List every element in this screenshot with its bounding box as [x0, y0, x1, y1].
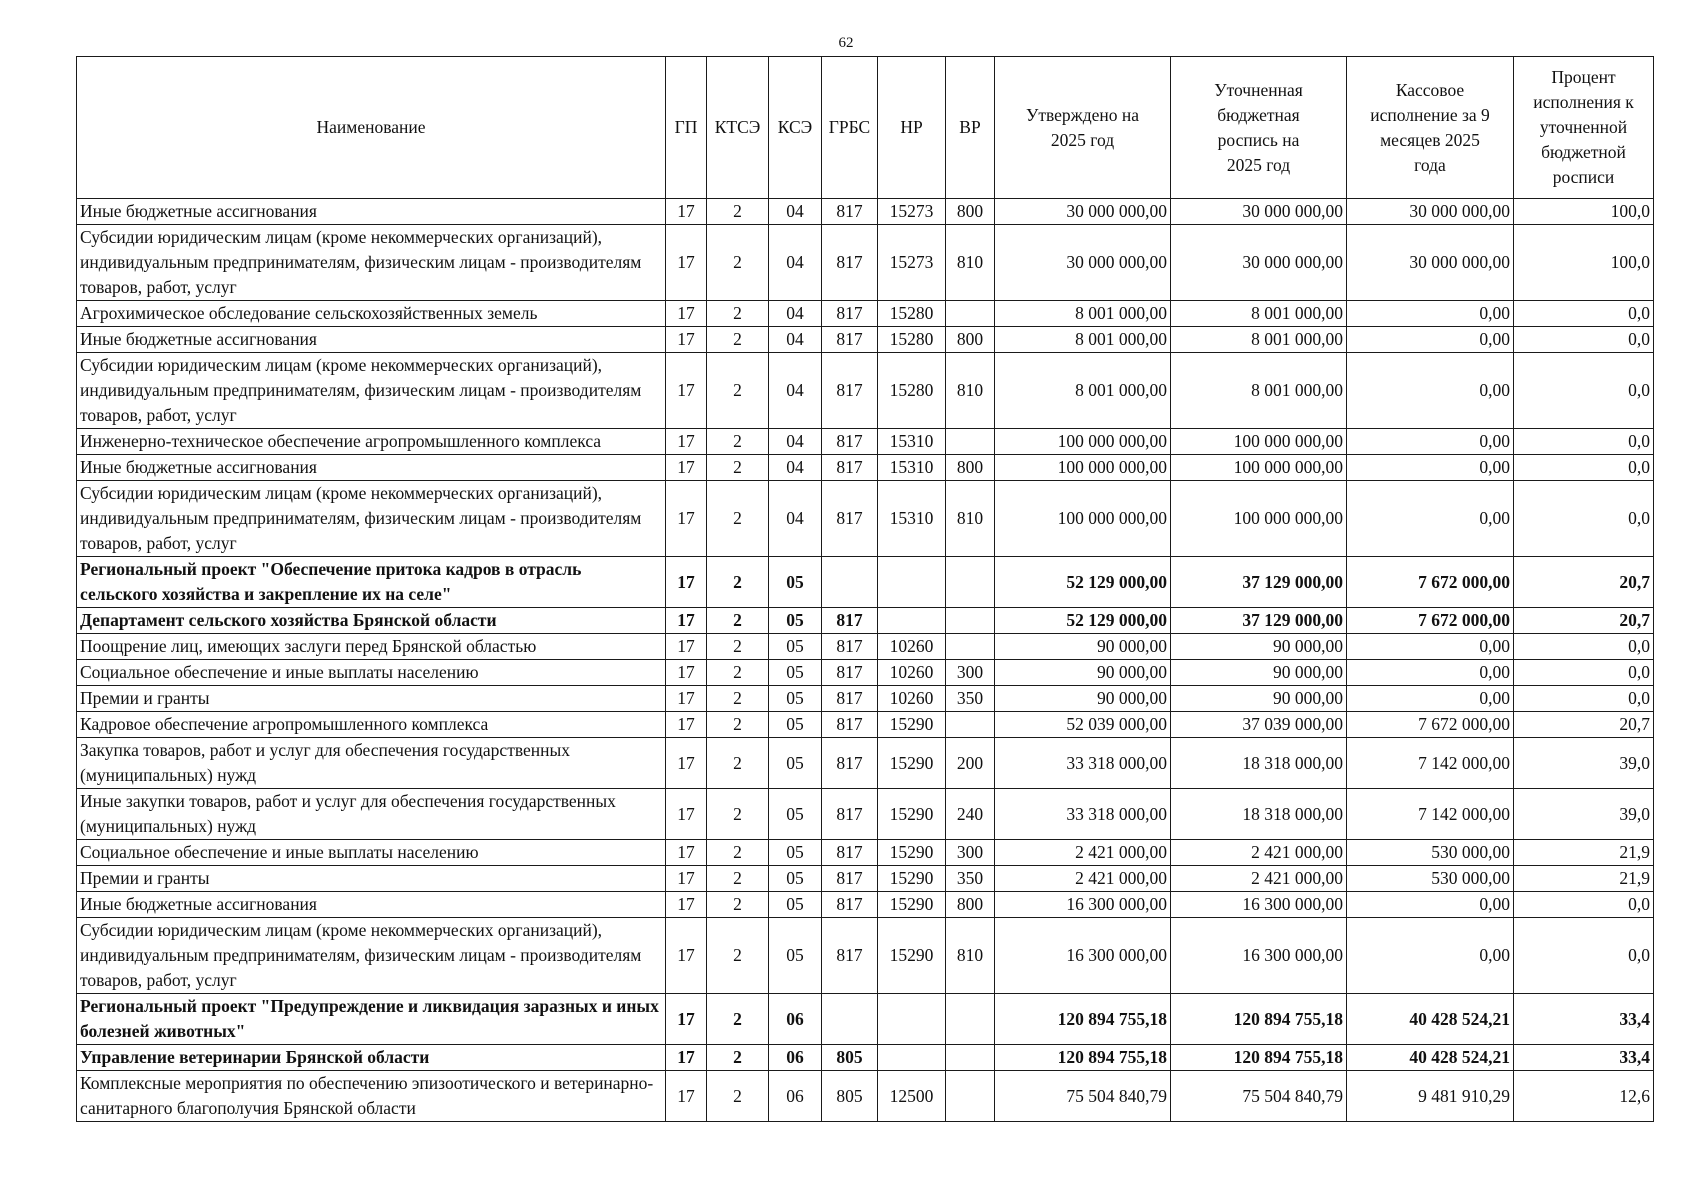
table-row [77, 866, 1654, 892]
cell-executed: 0,00 [1347, 455, 1514, 481]
cell-executed: 0,00 [1347, 892, 1514, 918]
cell-name: Управление ветеринарии Брянской области [77, 1045, 666, 1071]
cell-vr: 240 [946, 789, 995, 840]
table-row [77, 301, 1654, 327]
table-row [77, 892, 1654, 918]
cell-refined: 2 421 000,00 [1171, 840, 1347, 866]
cell-percent: 0,0 [1514, 353, 1654, 429]
cell-vr: 300 [946, 660, 995, 686]
cell-name: Субсидии юридическим лицам (кроме некоммерческих организаций), индивидуальным предпринимателям, физическим лицам - производителям товаров, работ, услуг [77, 918, 666, 994]
table-row [77, 686, 1654, 712]
cell-approved: 100 000 000,00 [995, 429, 1171, 455]
cell-vr [946, 557, 995, 608]
cell-executed: 40 428 524,21 [1347, 994, 1514, 1045]
cell-kse: 04 [769, 327, 822, 353]
cell-approved: 30 000 000,00 [995, 199, 1171, 225]
cell-gp: 17 [666, 455, 707, 481]
cell-ktse: 2 [707, 199, 769, 225]
cell-kse: 05 [769, 840, 822, 866]
cell-grbs: 817 [822, 199, 878, 225]
cell-percent: 0,0 [1514, 455, 1654, 481]
cell-refined: 16 300 000,00 [1171, 918, 1347, 994]
cell-gp: 17 [666, 481, 707, 557]
cell-ktse: 2 [707, 1045, 769, 1071]
cell-gp: 17 [666, 327, 707, 353]
cell-percent: 0,0 [1514, 327, 1654, 353]
cell-refined: 120 894 755,18 [1171, 994, 1347, 1045]
cell-vr: 810 [946, 353, 995, 429]
cell-nr [878, 994, 946, 1045]
cell-executed: 0,00 [1347, 301, 1514, 327]
cell-name: Поощрение лиц, имеющих заслуги перед Брянской областью [77, 634, 666, 660]
cell-gp: 17 [666, 789, 707, 840]
cell-executed: 0,00 [1347, 353, 1514, 429]
cell-executed: 0,00 [1347, 429, 1514, 455]
cell-vr: 800 [946, 892, 995, 918]
cell-nr: 15290 [878, 712, 946, 738]
header-executed: Кассовое исполнение за 9 месяцев 2025 года [1347, 57, 1514, 199]
cell-name: Иные бюджетные ассигнования [77, 327, 666, 353]
cell-percent: 0,0 [1514, 660, 1654, 686]
cell-gp: 17 [666, 353, 707, 429]
table-row [77, 1071, 1654, 1122]
cell-executed: 0,00 [1347, 634, 1514, 660]
table-row [77, 455, 1654, 481]
cell-refined: 30 000 000,00 [1171, 199, 1347, 225]
cell-nr [878, 1045, 946, 1071]
cell-name: Субсидии юридическим лицам (кроме некоммерческих организаций), индивидуальным предпринимателям, физическим лицам - производителям товаров, работ, услуг [77, 481, 666, 557]
cell-kse: 05 [769, 712, 822, 738]
cell-name: Иные бюджетные ассигнования [77, 892, 666, 918]
header-percent: Процент исполнения к уточненной бюджетной росписи [1514, 57, 1654, 199]
cell-refined: 8 001 000,00 [1171, 301, 1347, 327]
cell-grbs: 817 [822, 455, 878, 481]
cell-nr: 10260 [878, 686, 946, 712]
header-approved: Утверждено на 2025 год [995, 57, 1171, 199]
cell-gp: 17 [666, 225, 707, 301]
cell-vr: 800 [946, 455, 995, 481]
cell-name: Иные бюджетные ассигнования [77, 199, 666, 225]
cell-kse: 05 [769, 918, 822, 994]
cell-percent: 100,0 [1514, 199, 1654, 225]
cell-vr [946, 1071, 995, 1122]
cell-ktse: 2 [707, 918, 769, 994]
cell-ktse: 2 [707, 634, 769, 660]
table-row [77, 327, 1654, 353]
table-row [77, 738, 1654, 789]
table-row [77, 634, 1654, 660]
cell-kse: 06 [769, 1071, 822, 1122]
cell-nr: 15290 [878, 892, 946, 918]
cell-ktse: 2 [707, 994, 769, 1045]
table-header-row [77, 57, 1654, 199]
table-row [77, 840, 1654, 866]
cell-refined: 90 000,00 [1171, 686, 1347, 712]
header-kse: КСЭ [769, 57, 822, 199]
cell-approved: 8 001 000,00 [995, 327, 1171, 353]
cell-percent: 0,0 [1514, 918, 1654, 994]
cell-vr [946, 634, 995, 660]
cell-grbs: 817 [822, 634, 878, 660]
cell-grbs: 805 [822, 1071, 878, 1122]
cell-grbs: 817 [822, 429, 878, 455]
cell-gp: 17 [666, 840, 707, 866]
cell-gp: 17 [666, 1045, 707, 1071]
cell-name: Закупка товаров, работ и услуг для обеспечения государственных (муниципальных) нужд [77, 738, 666, 789]
header-name: Наименование [77, 57, 666, 199]
table-row [77, 712, 1654, 738]
cell-name: Инженерно-техническое обеспечение агропромышленного комплекса [77, 429, 666, 455]
table-row [77, 199, 1654, 225]
cell-executed: 30 000 000,00 [1347, 225, 1514, 301]
cell-name: Иные бюджетные ассигнования [77, 455, 666, 481]
cell-grbs: 817 [822, 918, 878, 994]
cell-refined: 90 000,00 [1171, 634, 1347, 660]
cell-ktse: 2 [707, 429, 769, 455]
cell-name: Субсидии юридическим лицам (кроме некоммерческих организаций), индивидуальным предпринимателям, физическим лицам - производителям товаров, работ, услуг [77, 225, 666, 301]
cell-ktse: 2 [707, 738, 769, 789]
cell-gp: 17 [666, 918, 707, 994]
cell-name: Агрохимическое обследование сельскохозяйственных земель [77, 301, 666, 327]
cell-name: Премии и гранты [77, 686, 666, 712]
cell-gp: 17 [666, 1071, 707, 1122]
cell-approved: 30 000 000,00 [995, 225, 1171, 301]
cell-nr: 15280 [878, 301, 946, 327]
cell-kse: 04 [769, 225, 822, 301]
cell-approved: 75 504 840,79 [995, 1071, 1171, 1122]
cell-gp: 17 [666, 608, 707, 634]
cell-kse: 05 [769, 634, 822, 660]
cell-executed: 7 142 000,00 [1347, 738, 1514, 789]
cell-nr: 15290 [878, 738, 946, 789]
page-number: 62 [838, 35, 854, 51]
cell-name: Комплексные мероприятия по обеспечению эпизоотического и ветеринарно-санитарного благополучия Брянской области [77, 1071, 666, 1122]
cell-grbs: 817 [822, 789, 878, 840]
cell-vr: 350 [946, 866, 995, 892]
table-row [77, 1045, 1654, 1071]
cell-nr: 15310 [878, 481, 946, 557]
cell-percent: 33,4 [1514, 1045, 1654, 1071]
cell-nr: 15290 [878, 866, 946, 892]
cell-ktse: 2 [707, 660, 769, 686]
cell-vr: 810 [946, 918, 995, 994]
cell-refined: 18 318 000,00 [1171, 738, 1347, 789]
cell-refined: 18 318 000,00 [1171, 789, 1347, 840]
cell-ktse: 2 [707, 866, 769, 892]
cell-percent: 0,0 [1514, 634, 1654, 660]
cell-executed: 0,00 [1347, 918, 1514, 994]
cell-refined: 2 421 000,00 [1171, 866, 1347, 892]
cell-percent: 20,7 [1514, 712, 1654, 738]
cell-grbs: 817 [822, 225, 878, 301]
cell-name: Кадровое обеспечение агропромышленного комплекса [77, 712, 666, 738]
cell-grbs: 817 [822, 712, 878, 738]
table-row [77, 353, 1654, 429]
cell-grbs: 817 [822, 686, 878, 712]
header-vr: ВР [946, 57, 995, 199]
cell-ktse: 2 [707, 481, 769, 557]
cell-refined: 8 001 000,00 [1171, 327, 1347, 353]
cell-vr [946, 429, 995, 455]
cell-approved: 100 000 000,00 [995, 455, 1171, 481]
cell-refined: 16 300 000,00 [1171, 892, 1347, 918]
cell-grbs: 817 [822, 866, 878, 892]
cell-executed: 0,00 [1347, 327, 1514, 353]
cell-ktse: 2 [707, 225, 769, 301]
cell-ktse: 2 [707, 840, 769, 866]
cell-approved: 52 039 000,00 [995, 712, 1171, 738]
cell-percent: 20,7 [1514, 608, 1654, 634]
cell-vr [946, 1045, 995, 1071]
cell-approved: 52 129 000,00 [995, 608, 1171, 634]
cell-kse: 04 [769, 455, 822, 481]
cell-nr: 15273 [878, 199, 946, 225]
cell-percent: 0,0 [1514, 481, 1654, 557]
cell-gp: 17 [666, 892, 707, 918]
table-row [77, 994, 1654, 1045]
cell-percent: 20,7 [1514, 557, 1654, 608]
cell-vr: 810 [946, 225, 995, 301]
cell-executed: 530 000,00 [1347, 840, 1514, 866]
cell-kse: 05 [769, 608, 822, 634]
table-row [77, 660, 1654, 686]
cell-nr [878, 608, 946, 634]
cell-nr: 15290 [878, 789, 946, 840]
cell-nr: 15290 [878, 918, 946, 994]
cell-executed: 0,00 [1347, 481, 1514, 557]
cell-percent: 33,4 [1514, 994, 1654, 1045]
cell-name: Социальное обеспечение и иные выплаты населению [77, 840, 666, 866]
cell-approved: 2 421 000,00 [995, 866, 1171, 892]
cell-approved: 33 318 000,00 [995, 738, 1171, 789]
cell-refined: 37 039 000,00 [1171, 712, 1347, 738]
cell-refined: 37 129 000,00 [1171, 608, 1347, 634]
cell-executed: 30 000 000,00 [1347, 199, 1514, 225]
cell-nr: 15280 [878, 327, 946, 353]
cell-refined: 37 129 000,00 [1171, 557, 1347, 608]
cell-percent: 21,9 [1514, 840, 1654, 866]
cell-name: Социальное обеспечение и иные выплаты населению [77, 660, 666, 686]
header-nr: НР [878, 57, 946, 199]
cell-approved: 16 300 000,00 [995, 892, 1171, 918]
cell-vr: 810 [946, 481, 995, 557]
table-row [77, 481, 1654, 557]
cell-name: Департамент сельского хозяйства Брянской области [77, 608, 666, 634]
cell-grbs: 817 [822, 327, 878, 353]
cell-approved: 90 000,00 [995, 634, 1171, 660]
cell-percent: 0,0 [1514, 686, 1654, 712]
cell-gp: 17 [666, 712, 707, 738]
header-grbs: ГРБС [822, 57, 878, 199]
cell-grbs: 817 [822, 608, 878, 634]
table-row [77, 608, 1654, 634]
cell-ktse: 2 [707, 301, 769, 327]
cell-percent: 39,0 [1514, 789, 1654, 840]
cell-kse: 05 [769, 660, 822, 686]
cell-approved: 52 129 000,00 [995, 557, 1171, 608]
table-row [77, 789, 1654, 840]
cell-gp: 17 [666, 866, 707, 892]
cell-grbs: 817 [822, 840, 878, 866]
cell-kse: 05 [769, 738, 822, 789]
cell-grbs: 805 [822, 1045, 878, 1071]
cell-kse: 04 [769, 199, 822, 225]
header-refined: Уточненная бюджетная роспись на 2025 год [1171, 57, 1347, 199]
table-row [77, 918, 1654, 994]
cell-gp: 17 [666, 738, 707, 789]
cell-ktse: 2 [707, 353, 769, 429]
cell-nr: 12500 [878, 1071, 946, 1122]
cell-kse: 05 [769, 789, 822, 840]
cell-gp: 17 [666, 634, 707, 660]
table-row [77, 557, 1654, 608]
cell-percent: 12,6 [1514, 1071, 1654, 1122]
cell-kse: 05 [769, 892, 822, 918]
cell-nr: 10260 [878, 660, 946, 686]
cell-nr: 15273 [878, 225, 946, 301]
cell-name: Региональный проект "Предупреждение и ликвидация заразных и иных болезней животных" [77, 994, 666, 1045]
header-ktse: КТСЭ [707, 57, 769, 199]
cell-gp: 17 [666, 686, 707, 712]
cell-percent: 0,0 [1514, 892, 1654, 918]
cell-approved: 33 318 000,00 [995, 789, 1171, 840]
cell-name: Иные закупки товаров, работ и услуг для обеспечения государственных (муниципальных) нужд [77, 789, 666, 840]
cell-grbs: 817 [822, 301, 878, 327]
cell-name: Премии и гранты [77, 866, 666, 892]
cell-ktse: 2 [707, 789, 769, 840]
cell-grbs: 817 [822, 738, 878, 789]
cell-percent: 39,0 [1514, 738, 1654, 789]
table-row [77, 429, 1654, 455]
cell-refined: 120 894 755,18 [1171, 1045, 1347, 1071]
cell-gp: 17 [666, 301, 707, 327]
cell-ktse: 2 [707, 686, 769, 712]
cell-vr: 350 [946, 686, 995, 712]
cell-kse: 06 [769, 994, 822, 1045]
table-body [77, 199, 1654, 1122]
cell-executed: 530 000,00 [1347, 866, 1514, 892]
cell-ktse: 2 [707, 892, 769, 918]
cell-percent: 100,0 [1514, 225, 1654, 301]
cell-executed: 7 142 000,00 [1347, 789, 1514, 840]
cell-kse: 04 [769, 301, 822, 327]
cell-approved: 2 421 000,00 [995, 840, 1171, 866]
cell-executed: 40 428 524,21 [1347, 1045, 1514, 1071]
cell-percent: 0,0 [1514, 301, 1654, 327]
cell-vr: 200 [946, 738, 995, 789]
cell-kse: 04 [769, 353, 822, 429]
cell-grbs: 817 [822, 353, 878, 429]
cell-kse: 04 [769, 429, 822, 455]
cell-nr: 15310 [878, 429, 946, 455]
cell-refined: 75 504 840,79 [1171, 1071, 1347, 1122]
cell-grbs [822, 994, 878, 1045]
cell-executed: 7 672 000,00 [1347, 557, 1514, 608]
cell-name: Региональный проект "Обеспечение притока кадров в отрасль сельского хозяйства и закрепление их на селе" [77, 557, 666, 608]
cell-refined: 100 000 000,00 [1171, 481, 1347, 557]
cell-approved: 90 000,00 [995, 660, 1171, 686]
cell-refined: 30 000 000,00 [1171, 225, 1347, 301]
cell-kse: 06 [769, 1045, 822, 1071]
cell-vr [946, 301, 995, 327]
cell-executed: 7 672 000,00 [1347, 712, 1514, 738]
cell-ktse: 2 [707, 608, 769, 634]
cell-vr [946, 712, 995, 738]
cell-refined: 8 001 000,00 [1171, 353, 1347, 429]
cell-name: Субсидии юридическим лицам (кроме некоммерческих организаций), индивидуальным предпринимателям, физическим лицам - производителям товаров, работ, услуг [77, 353, 666, 429]
cell-gp: 17 [666, 660, 707, 686]
cell-ktse: 2 [707, 557, 769, 608]
cell-kse: 05 [769, 557, 822, 608]
cell-vr [946, 994, 995, 1045]
cell-nr: 15290 [878, 840, 946, 866]
cell-nr: 10260 [878, 634, 946, 660]
cell-nr [878, 557, 946, 608]
cell-approved: 120 894 755,18 [995, 994, 1171, 1045]
cell-kse: 05 [769, 866, 822, 892]
cell-vr: 300 [946, 840, 995, 866]
cell-refined: 90 000,00 [1171, 660, 1347, 686]
table-row [77, 225, 1654, 301]
cell-executed: 0,00 [1347, 686, 1514, 712]
cell-ktse: 2 [707, 327, 769, 353]
cell-approved: 8 001 000,00 [995, 353, 1171, 429]
cell-grbs: 817 [822, 892, 878, 918]
cell-grbs: 817 [822, 660, 878, 686]
cell-vr [946, 608, 995, 634]
cell-approved: 120 894 755,18 [995, 1045, 1171, 1071]
cell-refined: 100 000 000,00 [1171, 455, 1347, 481]
cell-percent: 0,0 [1514, 429, 1654, 455]
cell-executed: 7 672 000,00 [1347, 608, 1514, 634]
cell-nr: 15280 [878, 353, 946, 429]
cell-approved: 90 000,00 [995, 686, 1171, 712]
cell-nr: 15310 [878, 455, 946, 481]
header-gp: ГП [666, 57, 707, 199]
cell-approved: 8 001 000,00 [995, 301, 1171, 327]
budget-table [76, 56, 1654, 1122]
cell-ktse: 2 [707, 455, 769, 481]
cell-approved: 16 300 000,00 [995, 918, 1171, 994]
cell-grbs [822, 557, 878, 608]
cell-kse: 05 [769, 686, 822, 712]
cell-refined: 100 000 000,00 [1171, 429, 1347, 455]
cell-ktse: 2 [707, 712, 769, 738]
cell-gp: 17 [666, 557, 707, 608]
cell-gp: 17 [666, 199, 707, 225]
cell-kse: 04 [769, 481, 822, 557]
cell-vr: 800 [946, 327, 995, 353]
cell-executed: 0,00 [1347, 660, 1514, 686]
cell-percent: 21,9 [1514, 866, 1654, 892]
cell-ktse: 2 [707, 1071, 769, 1122]
cell-vr: 800 [946, 199, 995, 225]
cell-grbs: 817 [822, 481, 878, 557]
cell-gp: 17 [666, 994, 707, 1045]
cell-approved: 100 000 000,00 [995, 481, 1171, 557]
cell-executed: 9 481 910,29 [1347, 1071, 1514, 1122]
cell-gp: 17 [666, 429, 707, 455]
